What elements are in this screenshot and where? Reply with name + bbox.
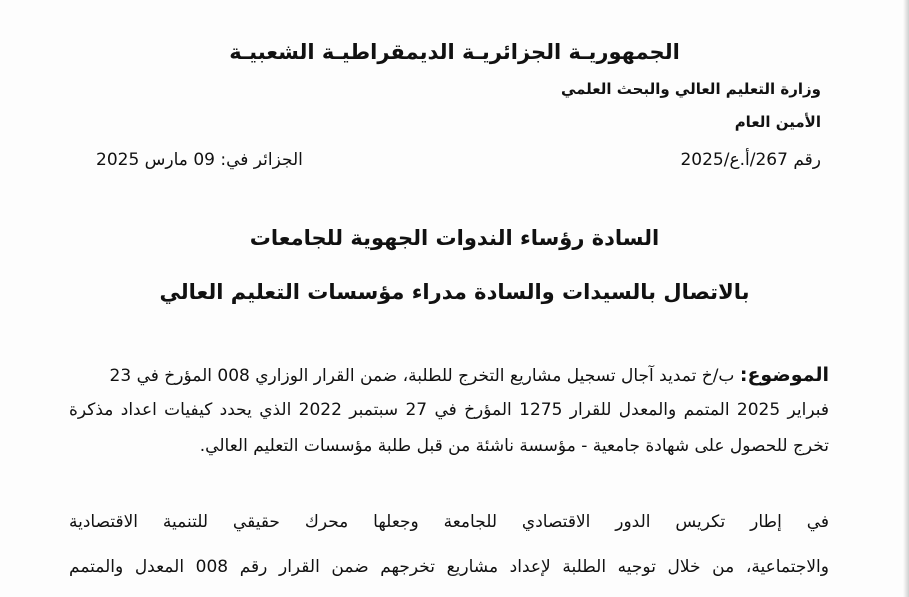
subject-text-1: ب/خ تمديد آجال تسجيل مشاريع التخرج للطلبة، ضمن القرار الوزاري 008 المؤرخ في 23 xyxy=(109,366,740,386)
addressee-line-1: السادة رؤساء الندوات الجهوية للجامعات xyxy=(249,226,660,250)
subject-label: الموضوع: xyxy=(739,364,829,386)
page-edge-shadow xyxy=(903,0,909,597)
place-date: الجزائر في: 09 مارس 2025 xyxy=(96,150,303,170)
addressee-line-2: بالاتصال بالسيدات والسادة مدراء مؤسسات التعليم العالي xyxy=(159,280,750,304)
subject-line-3: تخرج للحصول على شهادة جامعية - مؤسسة ناشئة من قبل طلبة مؤسسات التعليم العالي. xyxy=(199,436,829,456)
reference-number: رقم 267/أ.ع/2025 xyxy=(680,150,821,170)
body-line-1: في إطار تكريس الدور الاقتصادي للجامعة وجعلها محرك حقيقي للتنمية الاقتصادية xyxy=(69,512,829,532)
ministry-name: وزارة التعليم العالي والبحث العلمي xyxy=(560,80,821,98)
republic-heading: الجمهوريـة الجزائريـة الديمقراطيـة الشعبيـة xyxy=(229,40,680,64)
subject-line-2: فبراير 2025 المتمم والمعدل للقرار 1275 المؤرخ في 27 سبتمبر 2022 الذي يحدد كيفيات اعداد مذكرة xyxy=(69,400,829,420)
body-line-2: والاجتماعية، من خلال توجيه الطلبة لإعداد مشاريع تخرجهم ضمن القرار رقم 008 المعدل والمتمم xyxy=(69,557,829,577)
secretary-general: الأمين العام xyxy=(734,113,821,131)
subject-line-1 xyxy=(69,364,829,386)
